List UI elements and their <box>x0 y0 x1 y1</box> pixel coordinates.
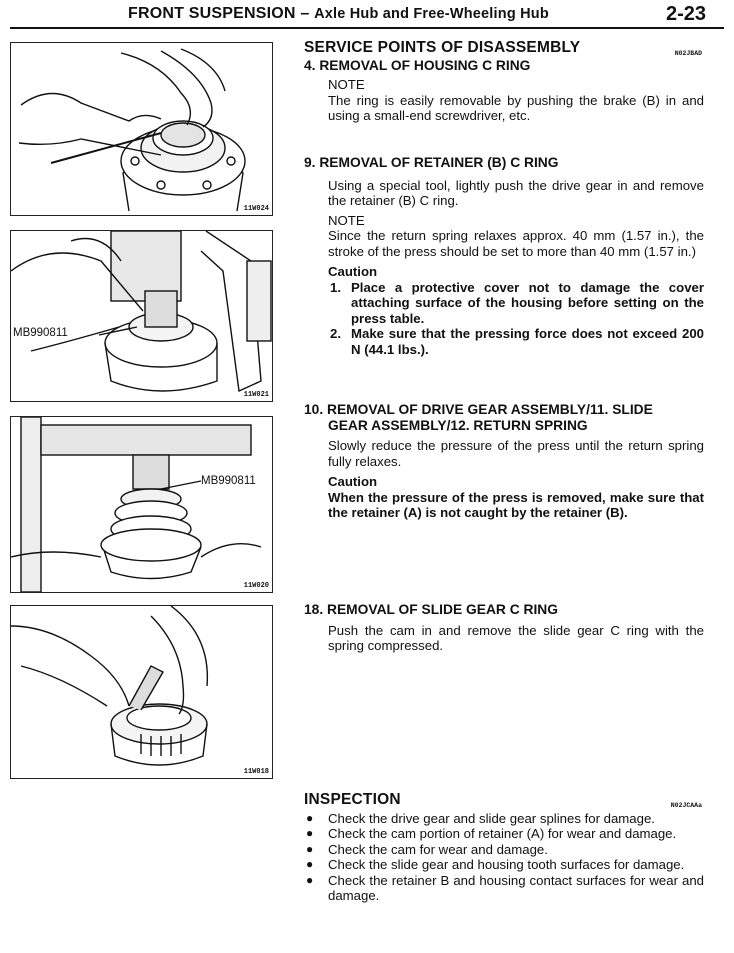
caution-item-text: Make sure that the pressing force does not exceed 200 N (44.1 lbs.). <box>351 326 704 357</box>
special-tool-callout: MB990811 <box>13 327 68 339</box>
step-18-text: Push the cam in and remove the slide gear C ring with the spring compressed. <box>328 622 704 653</box>
figure-drive-gear-assembly <box>10 416 273 593</box>
inspection-item <box>304 842 704 858</box>
figure-slide-gear-c-ring <box>10 605 273 779</box>
figure-code: 11W020 <box>243 582 269 590</box>
step-10-caution-label: Caution <box>328 474 378 489</box>
page-title <box>128 5 549 23</box>
title-separator: – <box>300 5 310 22</box>
inspection-item <box>304 826 704 842</box>
service-points-section <box>304 40 704 124</box>
bullet-icon: ● <box>306 810 314 825</box>
step-10-text: Slowly reduce the pressure of the press until the return spring fully relaxes. <box>328 438 704 469</box>
inspection-item-text: Check the cam for wear and damage. <box>328 841 548 857</box>
bullet-icon: ● <box>306 872 314 887</box>
step-10-block <box>304 402 704 521</box>
page-header <box>0 0 734 30</box>
figure-code: 11W021 <box>243 391 269 399</box>
inspection-heading: INSPECTION <box>304 791 401 808</box>
press-drive-gear-illustration <box>11 417 272 592</box>
caution-item-number: 2. <box>330 326 341 341</box>
page-number: 2-23 <box>665 3 706 25</box>
step-9-note-label: NOTE <box>328 212 365 228</box>
caution-item-number: 1. <box>330 279 341 295</box>
section-tag: N02JBAD <box>674 50 702 57</box>
special-tool-callout: MB990811 <box>201 475 256 487</box>
step-9-note-text: Since the return spring relaxes approx. 40 mm (1.57 in.), the stroke of the press should be set to more than 40 mm (1.57 in.) <box>328 228 704 259</box>
inspection-item-text: Check the drive gear and slide gear splines for damage. <box>328 810 655 826</box>
step-4-note-text: The ring is easily removable by pushing the brake (B) in and using a small-end screwdriver, etc. <box>328 92 704 123</box>
figure-retainer-b-c-ring <box>10 230 273 402</box>
service-points-heading: SERVICE POINTS OF DISASSEMBLY <box>304 39 581 56</box>
press-retainer-illustration <box>11 231 272 401</box>
slide-gear-illustration <box>11 606 272 778</box>
step-9-title: 9. REMOVAL OF RETAINER (B) C RING <box>304 155 559 170</box>
step-18-title: 18. REMOVAL OF SLIDE GEAR C RING <box>304 602 558 617</box>
step-9-block <box>304 155 704 357</box>
inspection-item <box>304 873 704 904</box>
step-9-text: Using a special tool, lightly push the drive gear in and remove the retainer (B) C ring. <box>328 177 704 208</box>
caution-item <box>328 326 704 357</box>
step-18-block <box>304 602 704 654</box>
figure-code: 11W024 <box>243 205 269 213</box>
step-9-caution-label: Caution <box>328 264 378 279</box>
inspection-item <box>304 811 704 827</box>
title-subtitle: Axle Hub and Free-Wheeling Hub <box>314 6 549 22</box>
inspection-item-text: Check the slide gear and housing tooth surfaces for damage. <box>328 857 685 872</box>
bullet-icon: ● <box>306 841 314 856</box>
inspection-item-text: Check the retainer B and housing contact surfaces for wear and damage. <box>328 872 704 903</box>
header-rule <box>10 27 724 29</box>
step-10-title-line1: 10. REMOVAL OF DRIVE GEAR ASSEMBLY/11. SLIDE <box>304 402 653 417</box>
caution-item <box>328 280 704 327</box>
section-tag: N02JCAAa <box>670 802 702 809</box>
figure-housing-c-ring <box>10 42 273 216</box>
step-4-title: 4. REMOVAL OF HOUSING C RING <box>304 57 531 73</box>
inspection-section <box>304 792 704 904</box>
inspection-item-text: Check the cam portion of retainer (A) for wear and damage. <box>328 826 677 841</box>
bullet-icon: ● <box>306 857 314 871</box>
step-9-caution-list <box>328 280 704 358</box>
hub-c-ring-illustration <box>11 43 272 215</box>
step-10-title-line2: GEAR ASSEMBLY/12. RETURN SPRING <box>328 417 588 433</box>
caution-item-text: Place a protective cover not to damage the cover attaching surface of the housing before setting on the press table. <box>351 279 704 326</box>
inspection-list <box>304 811 704 904</box>
bullet-icon: ● <box>306 826 314 840</box>
figure-code: 11W018 <box>243 768 269 776</box>
step-4-note-label: NOTE <box>328 77 365 92</box>
step-10-caution-text: When the pressure of the press is removed, make sure that the retainer (A) is not caught by the retainer (B). <box>328 489 704 520</box>
inspection-item <box>304 857 704 873</box>
title-main: FRONT SUSPENSION <box>128 5 296 22</box>
